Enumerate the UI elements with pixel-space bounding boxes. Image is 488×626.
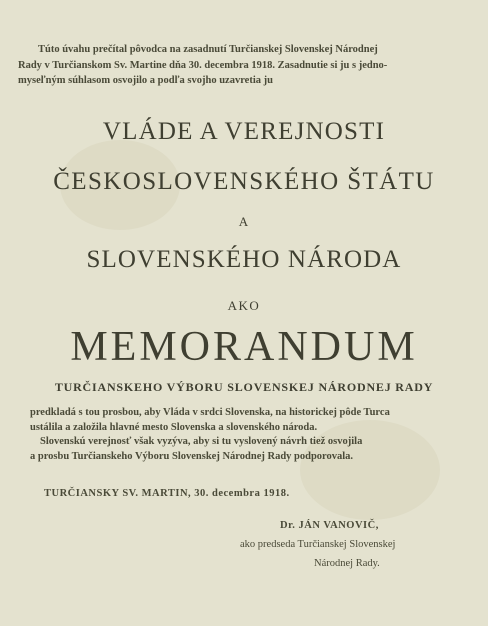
title-conjunction-a: A [238, 214, 250, 229]
main-heading: MEMORANDUM [70, 324, 418, 370]
committee-subheading: TURČIANSKEHO VÝBORU SLOVENSKEJ NÁRODNEJ RADY [54, 380, 434, 394]
title-line-1: VLÁDE A VEREJNOSTI [102, 118, 386, 145]
signatory-role: ako predseda Turčianskej Slovenskej [240, 539, 396, 550]
body-paragraphs [30, 406, 458, 464]
signatory-name: Dr. JÁN VANOVIČ, [280, 520, 379, 531]
place-and-date: TURČIANSKY SV. MARTIN, 30. decembra 1918. [44, 488, 290, 499]
body-line: a prosbu Turčianskeho Výboru Slovenskej Národnej Rady podporovala. [30, 450, 354, 462]
signatory-role: Národnej Rady. [314, 558, 380, 569]
title-conjunction-ako: AKO [227, 298, 261, 313]
title-line-2: ČESKOSLOVENSKÉHO ŠTÁTU [53, 168, 435, 195]
title-line-3: SLOVENSKÉHO NÁRODA [86, 246, 402, 273]
intro-line: Túto úvahu prečítal pôvodca na zasadnutí Turčianskej Slovenskej Národnej [38, 44, 378, 55]
intro-paragraph [18, 42, 474, 89]
signature-block [240, 516, 470, 573]
intro-line: myseľným súhlasom osvojilo a podľa svojho uzavretia ju [18, 75, 273, 86]
intro-line: Rady v Turčianskom Sv. Martine dňa 30. decembra 1918. Zasadnutie si ju s jedno- [18, 59, 388, 71]
body-line: predkladá s tou prosbou, aby Vláda v srdci Slovenska, na historickej pôde Turca [30, 407, 390, 418]
body-line: ustálila a založila hlavné mesto Slovenska a slovenského národa. [30, 421, 318, 433]
body-line: Slovenskú verejnosť však vyzýva, aby si tu vyslovený návrh tiež osvojila [40, 436, 363, 447]
